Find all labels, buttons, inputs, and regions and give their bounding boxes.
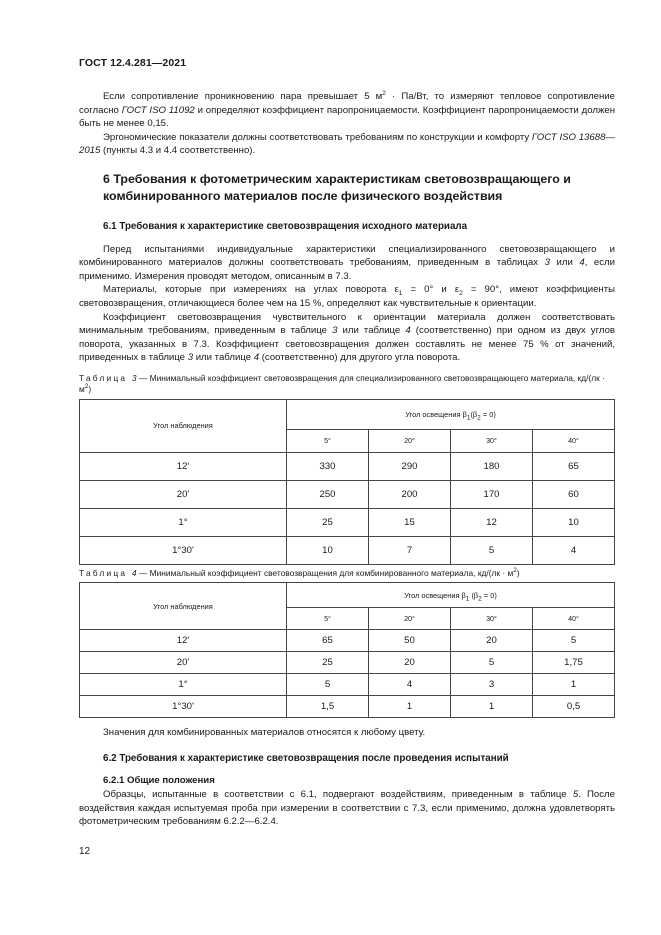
text: Угол освещения β <box>405 409 467 419</box>
s61-paragraph-2 <box>79 283 615 310</box>
observation-angle-header: Угол наблюдения <box>80 583 287 630</box>
value-cell: 4 <box>533 536 615 564</box>
text: Коэффициент световозвращения чувствительного к ориентации материала должен соответствовать минимальным требованиям, приведенным в таблице <box>79 311 615 337</box>
value-cell: 5 <box>451 536 533 564</box>
table-row <box>80 696 615 718</box>
standard-reference: ГОСТ ISO 11092 <box>121 104 195 116</box>
text: Перед испытаниями индивидуальные характеристики специализированного световозвращающего и комбинированного материалов должны соответствовать требованиям, приведенным в таблицах <box>79 243 615 269</box>
text: , если применимо. Измерения проводят методом, описанным в 7.3. <box>79 257 615 282</box>
table-row <box>80 536 615 564</box>
page-header: ГОСТ 12.4.281—2021 <box>79 57 187 69</box>
observation-angle-cell: 12' <box>80 630 287 652</box>
text: · Па/Вт, то измеряют тепловое сопротивление согласно <box>79 91 615 116</box>
observation-angle-cell: 1° <box>80 674 287 696</box>
observation-angle-cell: 1°30' <box>80 696 287 718</box>
value-cell: 250 <box>287 480 369 508</box>
text: = 0) <box>480 409 496 419</box>
superscript: 2 <box>84 383 89 391</box>
section-6-title: 6 Требования к фотометрическим характеристикам световозвращающего и комбинированного материалов после физического воздействия <box>103 171 571 203</box>
text: или таблице <box>193 352 254 364</box>
value-cell: 5 <box>287 674 369 696</box>
table-row <box>80 508 615 536</box>
value-cell: 1,75 <box>533 652 615 674</box>
s621-paragraph <box>79 788 615 829</box>
value-cell: 1 <box>451 696 533 718</box>
table-row <box>80 452 615 480</box>
table-ref: 3 <box>187 352 194 364</box>
subscript: 1 <box>465 595 470 603</box>
value-cell: 60 <box>533 480 615 508</box>
value-cell: 5 <box>451 652 533 674</box>
table-header-row <box>80 399 615 429</box>
text: Если сопротивление проникновению пара превышает 5 м <box>103 91 383 102</box>
text: (соответственно) при одном из двух углов поворота, указанных в 7.3. Коэффициент световозвращения должен составлять не менее 75 % от значений, приведенных в таблице <box>79 325 616 364</box>
value-cell: 200 <box>369 480 451 508</box>
table-row <box>80 480 615 508</box>
vapor-resistance-paragraph <box>79 90 615 131</box>
observation-angle-cell: 20' <box>80 652 287 674</box>
s61-paragraph-1 <box>79 243 615 284</box>
table-ref: 4 <box>405 325 411 337</box>
text: Угол освещения β <box>404 590 466 600</box>
text: . После воздействия каждая испытуемая проба при измерении в соответствии с 7.3, если применимо, должна удовлетворять фотометрическим требованиям 6.2.2—6.2.4. <box>79 789 615 828</box>
text: и определяют коэффициент паропроницаемости. Коэффициент паропроницаемости должен быть не менее 0,15. <box>79 104 615 130</box>
table-3 <box>79 399 615 565</box>
s61-paragraph-3 <box>79 311 615 365</box>
value-cell: 20 <box>369 652 451 674</box>
text: (соответственно) для другого угла поворота. <box>259 352 461 364</box>
value-cell: 4 <box>369 674 451 696</box>
value-cell: 10 <box>287 536 369 564</box>
column-header: 40° <box>533 429 615 452</box>
subscript: 2 <box>459 290 463 298</box>
ergonomics-paragraph <box>79 131 615 158</box>
text: Материалы, которые при измерениях на углах поворота ε <box>103 284 399 296</box>
column-header: 20° <box>369 608 451 630</box>
text: ) <box>88 384 92 395</box>
column-header: 30° <box>451 608 533 630</box>
column-header: 5° <box>287 608 369 630</box>
value-cell: 15 <box>369 508 451 536</box>
value-cell: 330 <box>287 452 369 480</box>
table-header-row <box>80 583 615 608</box>
illumination-angle-header <box>287 583 615 608</box>
value-cell: 25 <box>287 652 369 674</box>
table-number: 4 <box>131 567 137 578</box>
table-4 <box>79 582 615 718</box>
table-word: Таблица <box>79 567 128 578</box>
value-cell: 0,5 <box>533 696 615 718</box>
observation-angle-header: Угол наблюдения <box>80 399 287 452</box>
text: (β <box>470 409 478 419</box>
text: Образцы, испытанные в соответствии с 6.1, подвергают воздействиям, приведенным в таблице <box>103 789 573 801</box>
table-3-caption <box>79 373 615 396</box>
value-cell: 3 <box>451 674 533 696</box>
subscript: 2 <box>477 414 481 422</box>
table-ref: 3 <box>544 257 550 269</box>
text: = 0) <box>481 590 497 600</box>
table-ref: 5 <box>572 789 579 801</box>
text: — Минимальный коэффициент световозвращения для комбинированного материала, кд/(лк · м <box>136 567 514 578</box>
table-ref: 4 <box>253 352 260 364</box>
color-note-paragraph: Значения для комбинированных материалов относятся к любому цвету. <box>103 727 426 739</box>
observation-angle-cell: 1° <box>80 508 287 536</box>
text: или таблице <box>337 325 406 337</box>
table-row <box>80 630 615 652</box>
page-number: 12 <box>79 846 91 857</box>
value-cell: 1 <box>533 674 615 696</box>
text: (пункты 4.3 и 4.4 соответственно). <box>100 145 256 157</box>
column-header: 30° <box>451 429 533 452</box>
value-cell: 12 <box>451 508 533 536</box>
superscript: 2 <box>513 567 517 575</box>
table-ref: 3 <box>332 325 338 337</box>
table-number: 3 <box>131 372 137 383</box>
section-6-1-title: 6.1 Требования к характеристике световозвращения исходного материала <box>103 220 468 232</box>
observation-angle-cell: 20' <box>80 480 287 508</box>
observation-angle-cell: 1°30' <box>80 536 287 564</box>
text: или <box>549 257 580 269</box>
value-cell: 65 <box>287 630 369 652</box>
table-row <box>80 652 615 674</box>
value-cell: 7 <box>369 536 451 564</box>
superscript: 2 <box>382 89 386 97</box>
text: = 90°, имеют коэффициенты световозвращения, отличающиеся более чем на 15 %, определяют как чувствительные к ориентации. <box>79 284 615 309</box>
column-header: 40° <box>533 608 615 630</box>
value-cell: 5 <box>533 630 615 652</box>
value-cell: 25 <box>287 508 369 536</box>
value-cell: 65 <box>533 452 615 480</box>
value-cell: 50 <box>369 630 451 652</box>
value-cell: 10 <box>533 508 615 536</box>
section-6-2-1-title: 6.2.1 Общие положения <box>103 774 215 786</box>
table-word: Таблица <box>79 372 128 383</box>
value-cell: 290 <box>369 452 451 480</box>
value-cell: 180 <box>451 452 533 480</box>
standard-reference: ГОСТ ISO 13688—2015 <box>79 131 615 157</box>
subscript: 2 <box>478 595 482 603</box>
section-6-2-title: 6.2 Требования к характеристике световозвращения после проведения испытаний <box>103 753 509 764</box>
text: Эргономические показатели должны соответствовать требованиям по конструкции и комфорту <box>103 131 532 143</box>
column-header: 20° <box>369 429 451 452</box>
value-cell: 20 <box>451 630 533 652</box>
value-cell: 170 <box>451 480 533 508</box>
text: ) <box>516 567 520 578</box>
table-4-caption <box>79 568 615 580</box>
illumination-angle-header <box>287 399 615 429</box>
value-cell: 1 <box>369 696 451 718</box>
text: = 0° и ε <box>402 284 460 296</box>
column-header: 5° <box>287 429 369 452</box>
table-row <box>80 674 615 696</box>
page-content <box>79 90 615 829</box>
text: (β <box>469 590 479 600</box>
text: — Минимальный коэффициент световозвращения для специализированного световозвращающего материала, кд/(лк · м <box>79 372 605 395</box>
subscript: 1 <box>466 414 471 422</box>
subscript: 1 <box>398 290 403 298</box>
table-ref: 4 <box>579 257 585 269</box>
value-cell: 1,5 <box>287 696 369 718</box>
observation-angle-cell: 12' <box>80 452 287 480</box>
